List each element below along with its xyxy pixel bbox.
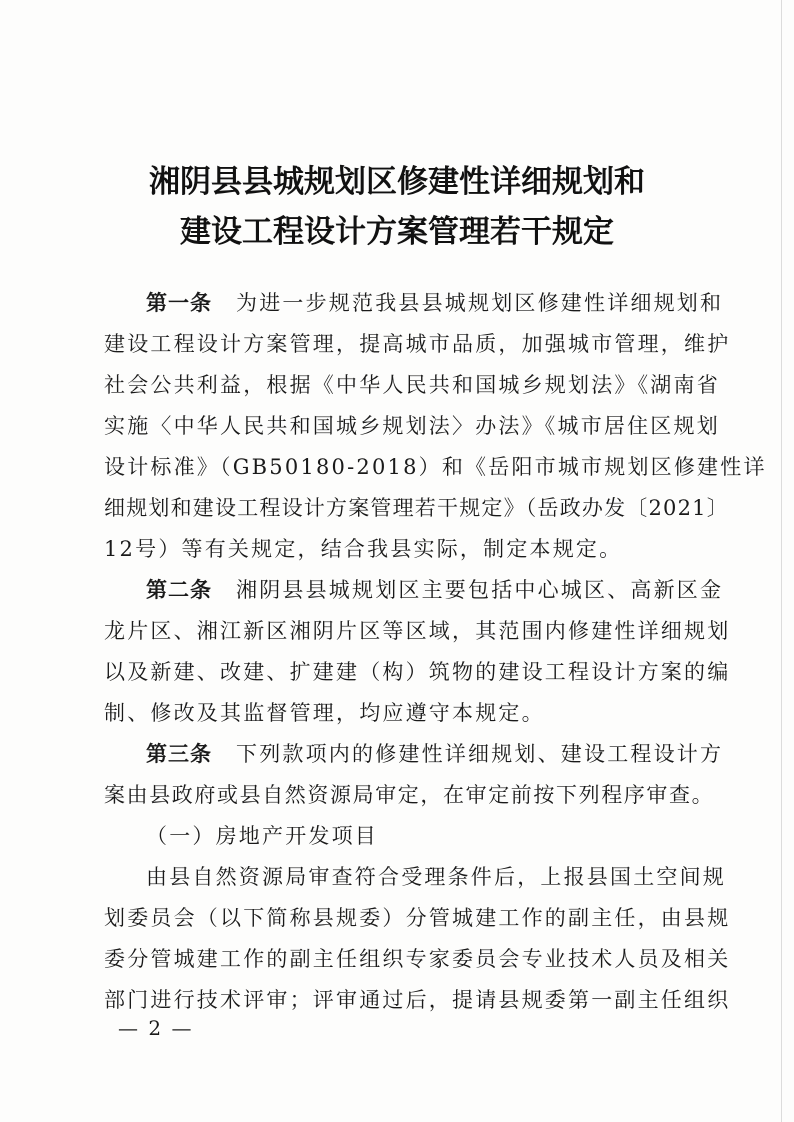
article-1-line-1: 建设工程设计方案管理，提高城市品质，加强城市管理，维护 [104,332,731,356]
article-1-first-line [146,287,723,317]
item-1-line-3: 部门进行技术评审；评审通过后，提请县规委第一副主任组织 [104,988,731,1012]
article-1-line-2: 社会公共利益，根据《中华人民共和国城乡规划法》《湖南省 [104,373,720,397]
article-1-line-5: 细规划和建设工程设计方案管理若干规定》（岳政办发〔2021〕 [104,496,729,520]
article-1-label: 第一条 [146,290,212,315]
article-2-first-line [146,574,723,604]
article-3-first-line [146,738,723,768]
article-1-line-6: 12号）等有关规定，结合我县实际，制定本规定。 [104,537,623,561]
page-number: — 2 — [118,1016,194,1040]
title-line-1: 湘阴县县城规划区修建性详细规划和 [149,164,645,200]
article-3-line-0: 下列款项内的修建性详细规划、建设工程设计方 [236,742,724,766]
item-1-line-0: 由县自然资源局审查符合受理条件后，上报县国土空间规 [146,865,726,889]
article-3-label: 第三条 [146,741,212,766]
article-2-line-1: 龙片区、湘江新区湘阴片区等区域，其范围内修建性详细规划 [104,619,731,643]
article-2-label: 第二条 [146,577,212,602]
article-2-line-2: 以及新建、改建、扩建建（构）筑物的建设工程设计方案的编 [104,660,731,684]
article-1-line-4: 设计标准》（GB50180-2018）和《岳阳市城市规划区修建性详 [104,455,767,479]
article-1-line-0: 为进一步规范我县县城规划区修建性详细规划和 [236,291,724,315]
article-2-line-3: 制、修改及其监督管理，均应遵守本规定。 [104,701,545,725]
article-2-line-0: 湘阴县县城规划区主要包括中心城区、高新区金 [236,578,724,602]
title-line-2: 建设工程设计方案管理若干规定 [180,214,614,250]
item-1-heading: （一）房地产开发项目 [146,824,378,848]
article-3-line-1: 案由县政府或县自然资源局审定，在审定前按下列程序审查。 [104,783,715,807]
article-1-line-3: 实施〈中华人民共和国城乡规划法〉办法》《城市居住区规划 [104,414,720,438]
item-1-line-2: 委分管城建工作的副主任组织专家委员会专业技术人员及相关 [104,947,731,971]
item-1-line-1: 划委员会（以下简称县规委）分管城建工作的副主任，由县规 [104,906,731,930]
